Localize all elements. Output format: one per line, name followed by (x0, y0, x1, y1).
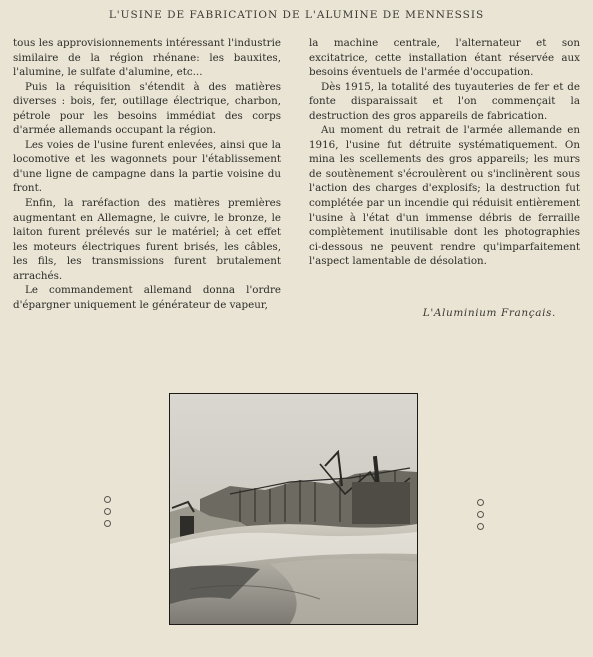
ruined-factory-photo (169, 393, 418, 625)
paragraph: la machine centrale, l'alternateur et son excitatrice, cette installation étant réservée aux besoins éventuels de l'armée d'occupation. (309, 37, 580, 79)
paragraph: tous les approvisionnements intéressant l'industrie similaire de la région rhénane: les bauxites, l'alumine, le sulfate d'alumine, etc... (13, 37, 281, 79)
dot-ornament-icon (104, 508, 111, 515)
running-title: L'USINE DE FABRICATION DE L'ALUMINE DE MENNESSIS (108, 9, 485, 21)
ornament-dots-left (101, 496, 113, 527)
paragraph: Enfin, la raréfaction des matières premières augmentant en Allemagne, le cuivre, le bronze, le laiton furent prélevés sur le matériel; à cet effet les moteurs électriques furent brisés, les câbles, les fils, les transmissions furent brutalement arrachés. (13, 197, 281, 282)
dot-ornament-icon (477, 511, 484, 518)
paragraph: Le commandement allemand donna l'ordre d'épargner uniquement le générateur de vapeur, (13, 284, 281, 311)
dot-ornament-icon (477, 499, 484, 506)
right-text-column (309, 36, 580, 269)
paragraph: Dès 1915, la totalité des tuyauteries de fer et de fonte disparaissait et l'on commençait la destruction des gros appareils de fabrication. (309, 80, 580, 122)
left-text-column (13, 36, 281, 312)
paragraph: Les voies de l'usine furent enlevées, ainsi que la locomotive et les wagonnets pour l'établissement d'une ligne de campagne dans la partie voisine du front. (13, 138, 281, 195)
paragraph: Au moment du retrait de l'armée allemande en 1916, l'usine fut détruite systématiquement. On mina les scellements des gros appareils; les murs de soutènement s'écroulèrent ou s'inclinèrent sous l'action des charges d'explosifs; la destruction fut complétée par un incendie qui réduisit entièrement l'usine à l'état d'un immense débris de ferraille complètement inutilisable dont les photographies ci-dessous ne peuvent rendre qu'imparfaitement l'aspect lamentable de désolation. (309, 124, 580, 268)
dot-ornament-icon (104, 520, 111, 527)
dot-ornament-icon (477, 523, 484, 530)
dot-ornament-icon (104, 496, 111, 503)
ornament-dots-right (474, 499, 486, 530)
source-credit: L'Aluminium Français. (422, 307, 556, 319)
paragraph: Puis la réquisition s'étendit à des matières diverses : bois, fer, outillage électrique, charbon, pétrole pour les besoins immédiat des corps d'armée allemands occupant la région. (13, 80, 281, 137)
